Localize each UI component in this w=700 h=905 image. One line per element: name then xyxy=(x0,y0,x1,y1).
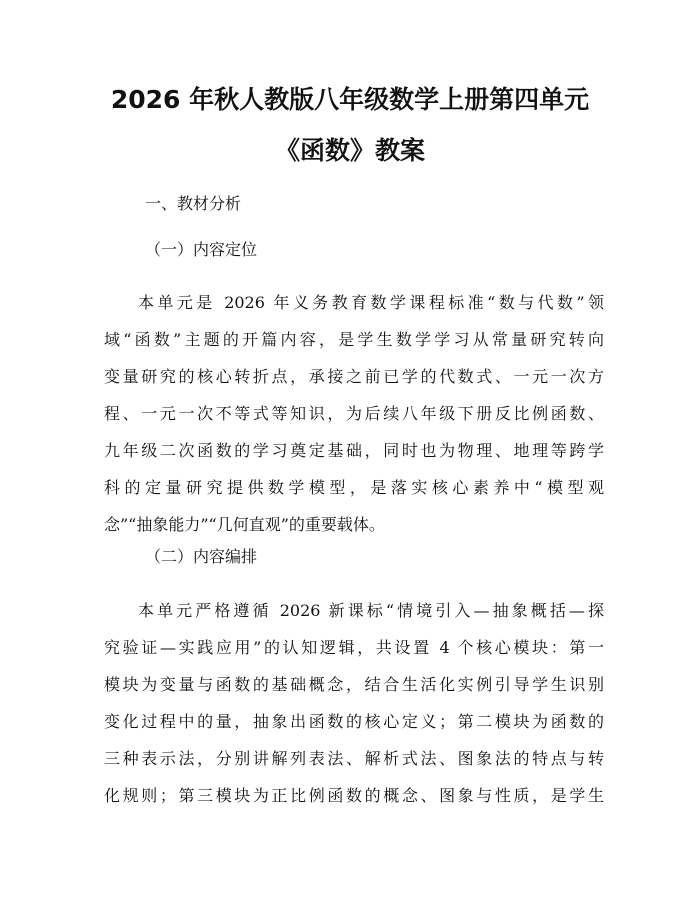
paragraph-line: 科的定量研究提供数学模型，是落实核心素养中“模型观 xyxy=(104,478,604,497)
paragraph-line: 变化过程中的量，抽象出函数的核心定义；第二模块为函数的 xyxy=(104,712,604,731)
document-title-line-1: 2026 年秋人教版八年级数学上册第四单元 xyxy=(110,85,590,114)
paragraph-line: 化规则；第三模块为正比例函数的概念、图象与性质，是学生 xyxy=(104,786,604,805)
subsection-heading-content-arrangement: （二）内容编排 xyxy=(145,547,258,566)
paragraph-line: 程、一元一次不等式等知识，为后续八年级下册反比例函数、 xyxy=(104,404,604,423)
paragraph-line: 究验证—实践应用”的认知逻辑，共设置 4 个核心模块：第一 xyxy=(104,638,604,657)
paragraph-line: 九年级二次函数的学习奠定基础，同时也为物理、地理等跨学 xyxy=(104,441,604,460)
paragraph-line: 念”“抽象能力”“几何直观”的重要载体。 xyxy=(104,515,385,534)
section-heading-textbook-analysis: 一、教材分析 xyxy=(145,194,242,213)
subsection-heading-content-positioning: （一）内容定位 xyxy=(145,240,258,259)
paragraph-line: 模块为变量与函数的基础概念，结合生活化实例引导学生识别 xyxy=(104,675,604,694)
paragraph-line: 本单元严格遵循 2026 新课标“情境引入—抽象概括—探 xyxy=(138,601,604,620)
paragraph-line: 变量研究的核心转折点，承接之前已学的代数式、一元一次方 xyxy=(104,367,604,386)
paragraph-line: 域“函数”主题的开篇内容，是学生数学学习从常量研究转向 xyxy=(104,330,604,349)
paragraph-content-positioning xyxy=(104,284,604,543)
paragraph-line: 本单元是 2026 年义务教育数学课程标准“数与代数”领 xyxy=(138,293,604,312)
paragraph-content-arrangement xyxy=(104,592,604,814)
document-title-line-2: 《函数》教案 xyxy=(274,136,425,165)
paragraph-line: 三种表示法，分别讲解列表法、解析式法、图象法的特点与转 xyxy=(104,749,604,768)
